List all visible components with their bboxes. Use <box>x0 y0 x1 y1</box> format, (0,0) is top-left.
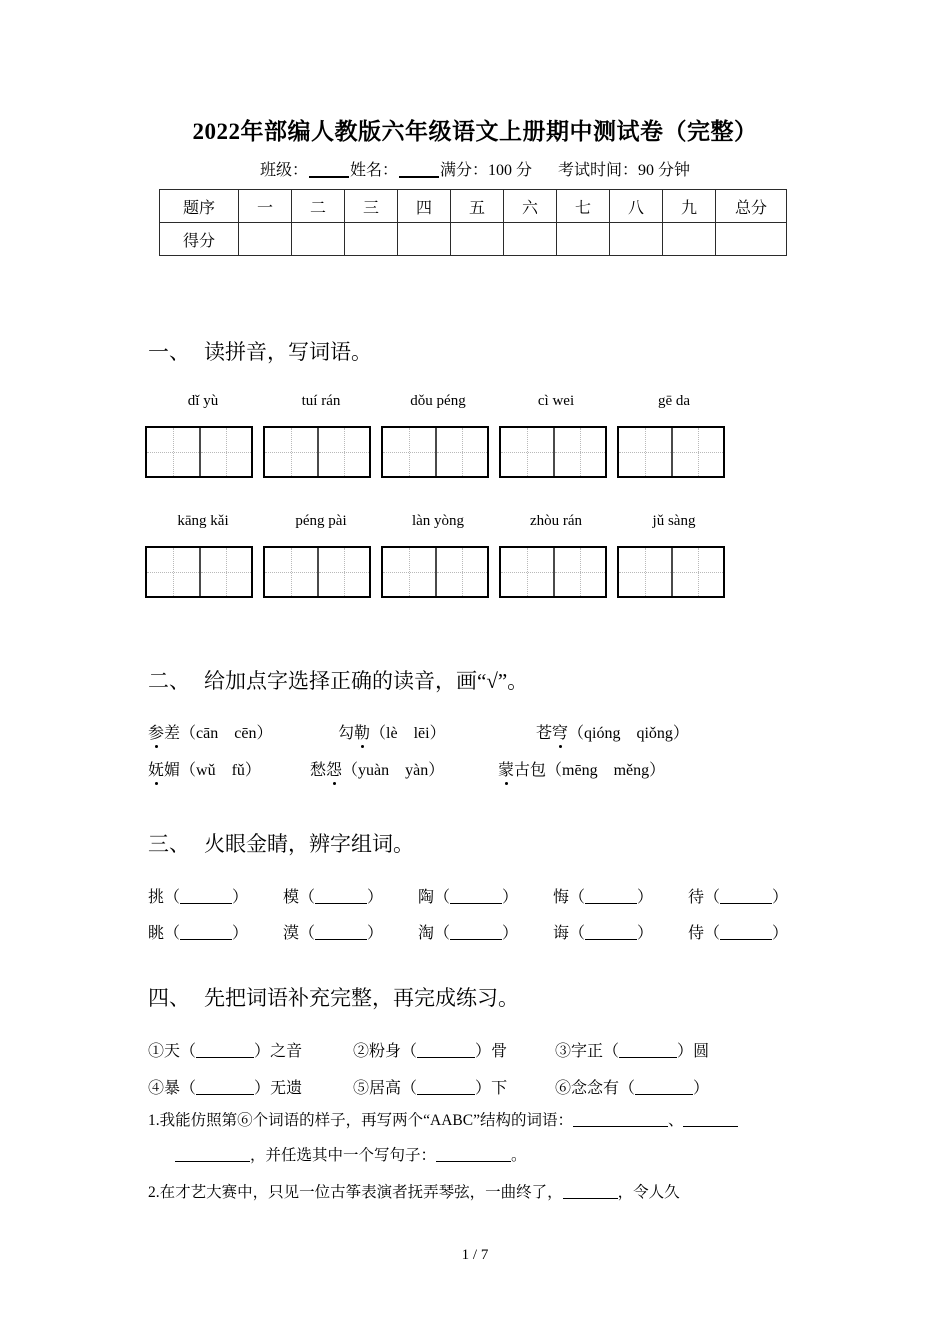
tianzige-group-1[interactable] <box>145 426 253 478</box>
pron-item-6[interactable] <box>498 757 665 780</box>
idiom-item-4-blank[interactable] <box>196 1094 254 1095</box>
char-item-2-char: 模 <box>283 889 300 906</box>
class-blank[interactable] <box>309 176 349 178</box>
char-item-1-char: 挑 <box>148 889 165 906</box>
section-1-title: 读拼音，写词语。 <box>204 340 372 364</box>
paren-close: ） <box>367 889 384 906</box>
tianzige-group-2[interactable] <box>263 426 371 478</box>
pron-item-6-post: 古包 <box>514 762 547 779</box>
score-cell-2[interactable] <box>292 223 345 256</box>
score-table-row-label-score: 得分 <box>160 223 239 256</box>
paren-close: ） <box>232 889 249 906</box>
char-item-9-blank[interactable] <box>585 939 637 940</box>
score-table-col-7: 七 <box>557 190 610 223</box>
section-2-title: 给加点字选择正确的读音，画“√”。 <box>204 669 529 693</box>
char-item-4-char: 悔 <box>553 889 570 906</box>
paren-close: ） <box>502 889 519 906</box>
pron-item-1-post: 差 <box>164 725 181 742</box>
paren-close: ） <box>475 1080 492 1097</box>
exam-time-label: 考试时间：90 分钟 <box>558 162 691 179</box>
score-cell-8[interactable] <box>610 223 663 256</box>
pron-item-4-post: 媚 <box>164 762 181 779</box>
subquestion-2-blank-1[interactable] <box>563 1198 618 1199</box>
score-cell-5[interactable] <box>451 223 504 256</box>
pinyin-label-1: dǐ yù <box>187 393 219 409</box>
pinyin-label-2: tuí rán <box>301 393 341 409</box>
section-4-subquestion-1-line-2 <box>175 1143 527 1165</box>
idiom-item-6[interactable] <box>555 1075 709 1098</box>
section-1-ordinal: 一、 <box>148 340 190 364</box>
paren-close: ） <box>772 889 789 906</box>
idiom-item-6-blank[interactable] <box>635 1094 693 1095</box>
table-row-scores <box>160 223 787 256</box>
idiom-item-3[interactable] <box>555 1038 709 1061</box>
pron-item-2-pre: 勾 <box>338 725 355 742</box>
idiom-item-6-num: ⑥ <box>555 1080 572 1097</box>
tianzige-group-8[interactable] <box>381 546 489 598</box>
section-1-grid-row-1 <box>0 426 950 478</box>
score-cell-9[interactable] <box>663 223 716 256</box>
idiom-item-5-pre: 居高 <box>369 1080 402 1097</box>
subquestion-1-end: 。 <box>511 1147 527 1164</box>
pron-item-1[interactable] <box>148 720 272 743</box>
paren-open: （ <box>434 889 451 906</box>
subquestion-1-blank-2-cont[interactable] <box>175 1161 250 1162</box>
tianzige-cell[interactable] <box>671 548 723 596</box>
subquestion-1-text-part2: ，并任选其中一个写句子： <box>250 1147 437 1164</box>
idiom-item-5-post: 下 <box>491 1080 508 1097</box>
idiom-item-5-blank[interactable] <box>417 1094 475 1095</box>
paren-close: ） <box>254 1080 271 1097</box>
char-item-8[interactable] <box>418 920 518 943</box>
tianzige-cell[interactable] <box>265 428 317 476</box>
char-item-8-char: 淘 <box>418 925 435 942</box>
idiom-item-2-post: 骨 <box>491 1043 508 1060</box>
exam-info-line <box>0 157 950 180</box>
char-item-5-blank[interactable] <box>720 903 772 904</box>
score-table-col-3: 三 <box>345 190 398 223</box>
char-item-3-char: 陶 <box>418 889 435 906</box>
pron-item-1-options[interactable]: （cān cēn） <box>180 725 273 742</box>
tianzige-cell[interactable] <box>199 548 251 596</box>
tianzige-group-10[interactable] <box>617 546 725 598</box>
section-4-title: 先把词语补充完整，再完成练习。 <box>204 986 519 1010</box>
section-3-heading <box>148 828 414 858</box>
tianzige-group-3[interactable] <box>381 426 489 478</box>
char-item-5-char: 待 <box>688 889 705 906</box>
tianzige-cell[interactable] <box>501 548 553 596</box>
tianzige-group-9[interactable] <box>499 546 607 598</box>
paren-open: （ <box>704 889 721 906</box>
idiom-item-2-pre: 粉身 <box>369 1043 402 1060</box>
table-row-header <box>160 190 787 223</box>
paren-close: ） <box>772 925 789 942</box>
paren-open: （ <box>619 1080 636 1097</box>
score-table-col-1: 一 <box>239 190 292 223</box>
pron-item-2[interactable] <box>338 720 446 743</box>
tianzige-cell[interactable] <box>147 428 199 476</box>
idiom-item-6-pre: 念念有 <box>571 1080 620 1097</box>
pinyin-label-5: gē da <box>657 393 691 409</box>
tianzige-cell[interactable] <box>671 428 723 476</box>
char-item-3[interactable] <box>418 884 518 907</box>
char-item-6[interactable] <box>148 920 248 943</box>
char-item-1-blank[interactable] <box>180 903 232 904</box>
char-item-2-blank[interactable] <box>315 903 367 904</box>
section-4-ordinal: 四、 <box>148 986 190 1010</box>
score-table-col-5: 五 <box>451 190 504 223</box>
pinyin-label-10: jǔ sàng <box>652 513 696 529</box>
tianzige-group-5[interactable] <box>617 426 725 478</box>
idiom-item-5[interactable] <box>353 1075 507 1098</box>
section-4-subquestion-2 <box>148 1180 680 1202</box>
paren-open: （ <box>180 1080 197 1097</box>
tianzige-cell[interactable] <box>317 428 369 476</box>
score-cell-1[interactable] <box>239 223 292 256</box>
paren-open: （ <box>603 1043 620 1060</box>
paren-open: （ <box>164 889 181 906</box>
idiom-item-2-num: ② <box>353 1043 370 1060</box>
class-label: 班级： <box>259 162 308 179</box>
paren-open: （ <box>401 1043 418 1060</box>
section-2-ordinal: 二、 <box>148 669 190 693</box>
score-table-col-2: 二 <box>292 190 345 223</box>
paren-close: ） <box>254 1043 271 1060</box>
idiom-item-4[interactable] <box>148 1075 302 1098</box>
pinyin-label-6: kāng kǎi <box>177 513 229 529</box>
section-2-heading <box>148 665 528 695</box>
pron-item-4-dotchar: 妩 <box>148 757 164 780</box>
section-1-grid-row-2 <box>0 546 950 598</box>
paren-open: （ <box>569 889 586 906</box>
paren-close: ） <box>232 925 249 942</box>
pinyin-label-8: làn yòng <box>411 513 465 529</box>
tianzige-cell[interactable] <box>383 428 435 476</box>
section-1-pinyin-row-2 <box>0 513 950 533</box>
idiom-item-1-post: 之音 <box>270 1043 303 1060</box>
pron-item-5-options[interactable]: （yuàn yàn） <box>342 762 445 779</box>
tianzige-cell[interactable] <box>199 428 251 476</box>
idiom-item-4-num: ④ <box>148 1080 165 1097</box>
subquestion-1-text: 1.我能仿照第⑥个词语的样子，再写两个“AABC”结构的词语： <box>148 1112 573 1129</box>
tianzige-cell[interactable] <box>317 548 369 596</box>
tianzige-cell[interactable] <box>435 428 487 476</box>
idiom-item-1[interactable] <box>148 1038 302 1061</box>
pron-item-3-pre: 苍 <box>536 725 553 742</box>
score-cell-total[interactable] <box>716 223 787 256</box>
char-item-7[interactable] <box>283 920 383 943</box>
section-1-heading <box>148 336 372 366</box>
paren-open: （ <box>569 925 586 942</box>
char-item-6-char: 眺 <box>148 925 165 942</box>
name-label: 姓名： <box>349 162 398 179</box>
idiom-item-2[interactable] <box>353 1038 507 1061</box>
char-item-7-blank[interactable] <box>315 939 367 940</box>
score-table-row-label: 题序 <box>160 190 239 223</box>
idiom-item-5-num: ⑤ <box>353 1080 370 1097</box>
score-cell-3[interactable] <box>345 223 398 256</box>
pinyin-label-3: dǒu péng <box>410 393 466 409</box>
idiom-item-1-pre: 天 <box>164 1043 181 1060</box>
pron-item-5[interactable] <box>310 757 444 780</box>
char-item-10[interactable] <box>688 920 788 943</box>
tianzige-group-7[interactable] <box>263 546 371 598</box>
tianzige-cell[interactable] <box>501 428 553 476</box>
idiom-item-1-blank[interactable] <box>196 1057 254 1058</box>
char-item-3-blank[interactable] <box>450 903 502 904</box>
paren-close: ） <box>502 925 519 942</box>
char-item-8-blank[interactable] <box>450 939 502 940</box>
char-item-10-blank[interactable] <box>720 939 772 940</box>
pron-item-6-options[interactable]: （mēng měng） <box>546 762 666 779</box>
char-item-4[interactable] <box>553 884 653 907</box>
score-table-col-9: 九 <box>663 190 716 223</box>
pron-item-3[interactable] <box>536 720 689 743</box>
idiom-item-4-pre: 暴 <box>164 1080 181 1097</box>
subquestion-2-text-part2: ，令人久 <box>617 1184 680 1201</box>
paren-open: （ <box>299 889 316 906</box>
tianzige-cell[interactable] <box>147 548 199 596</box>
score-table-col-8: 八 <box>610 190 663 223</box>
subquestion-1-blank-2[interactable] <box>683 1126 738 1127</box>
pinyin-label-7: péng pài <box>295 513 347 529</box>
idiom-item-4-post: 无遗 <box>270 1080 303 1097</box>
paren-open: （ <box>401 1080 418 1097</box>
page-indicator: 1 / 7 <box>461 1247 489 1263</box>
tianzige-cell[interactable] <box>619 428 671 476</box>
subquestion-1-blank-3[interactable] <box>436 1161 511 1162</box>
score-table-col-6: 六 <box>504 190 557 223</box>
idiom-item-3-pre: 字正 <box>571 1043 604 1060</box>
full-score-label: 满分：100 分 <box>440 162 533 179</box>
pron-item-1-dotchar: 参 <box>148 720 164 743</box>
score-cell-6[interactable] <box>504 223 557 256</box>
char-item-5[interactable] <box>688 884 788 907</box>
score-cell-4[interactable] <box>398 223 451 256</box>
idiom-item-3-post: 圆 <box>693 1043 710 1060</box>
subquestion-2-text: 2.在才艺大赛中，只见一位古筝表演者抚弄琴弦，一曲终了， <box>148 1184 563 1201</box>
section-1-pinyin-row-1 <box>0 393 950 413</box>
pron-item-2-options[interactable]: （lè lēi） <box>370 725 446 742</box>
pron-item-4[interactable] <box>148 757 261 780</box>
tianzige-cell[interactable] <box>383 548 435 596</box>
char-item-10-char: 侍 <box>688 925 705 942</box>
score-table-col-total: 总分 <box>716 190 787 223</box>
char-item-1[interactable] <box>148 884 248 907</box>
paren-open: （ <box>180 1043 197 1060</box>
paren-open: （ <box>434 925 451 942</box>
char-item-9-char: 诲 <box>553 925 570 942</box>
char-item-4-blank[interactable] <box>585 903 637 904</box>
paren-close: ） <box>693 1080 710 1097</box>
score-cell-7[interactable] <box>557 223 610 256</box>
pron-item-4-options[interactable]: （wǔ fǔ） <box>180 762 261 779</box>
idiom-item-3-num: ③ <box>555 1043 572 1060</box>
name-blank[interactable] <box>399 176 439 178</box>
section-4-subquestion-1-line-1 <box>148 1108 738 1130</box>
idiom-item-1-num: ① <box>148 1043 165 1060</box>
char-item-7-char: 漠 <box>283 925 300 942</box>
score-table <box>159 189 787 256</box>
paren-open: （ <box>704 925 721 942</box>
section-3-ordinal: 三、 <box>148 832 190 856</box>
tianzige-group-6[interactable] <box>145 546 253 598</box>
pron-item-3-dotchar: 穹 <box>552 720 568 743</box>
pron-item-2-dotchar: 勒 <box>354 720 370 743</box>
pron-item-5-pre: 愁 <box>310 762 327 779</box>
subquestion-1-blank-1[interactable] <box>573 1126 668 1127</box>
paren-close: ） <box>637 925 654 942</box>
char-item-6-blank[interactable] <box>180 939 232 940</box>
idiom-item-2-blank[interactable] <box>417 1057 475 1058</box>
pron-item-3-options[interactable]: （qióng qiǒng） <box>568 725 689 742</box>
paren-open: （ <box>164 925 181 942</box>
char-item-2[interactable] <box>283 884 383 907</box>
score-table-col-4: 四 <box>398 190 451 223</box>
tianzige-cell[interactable] <box>553 548 605 596</box>
pinyin-label-4: cì wei <box>537 393 575 409</box>
pron-item-6-dotchar: 蒙 <box>498 757 514 780</box>
char-item-9[interactable] <box>553 920 653 943</box>
section-4-heading <box>148 982 519 1012</box>
paren-close: ） <box>367 925 384 942</box>
paren-close: ） <box>637 889 654 906</box>
tianzige-cell[interactable] <box>619 548 671 596</box>
idiom-item-3-blank[interactable] <box>619 1057 677 1058</box>
pron-item-5-dotchar: 怨 <box>326 757 342 780</box>
subquestion-1-separator: 、 <box>667 1112 684 1129</box>
tianzige-cell[interactable] <box>553 428 605 476</box>
paren-close: ） <box>475 1043 492 1060</box>
paren-open: （ <box>299 925 316 942</box>
paren-close: ） <box>677 1043 694 1060</box>
section-3-title: 火眼金睛，辨字组词。 <box>204 832 414 856</box>
page-title: 2022年部编人教版六年级语文上册期中测试卷（完整） <box>192 119 758 144</box>
pinyin-label-9: zhòu rán <box>529 513 583 529</box>
tianzige-cell[interactable] <box>435 548 487 596</box>
tianzige-cell[interactable] <box>265 548 317 596</box>
tianzige-group-4[interactable] <box>499 426 607 478</box>
